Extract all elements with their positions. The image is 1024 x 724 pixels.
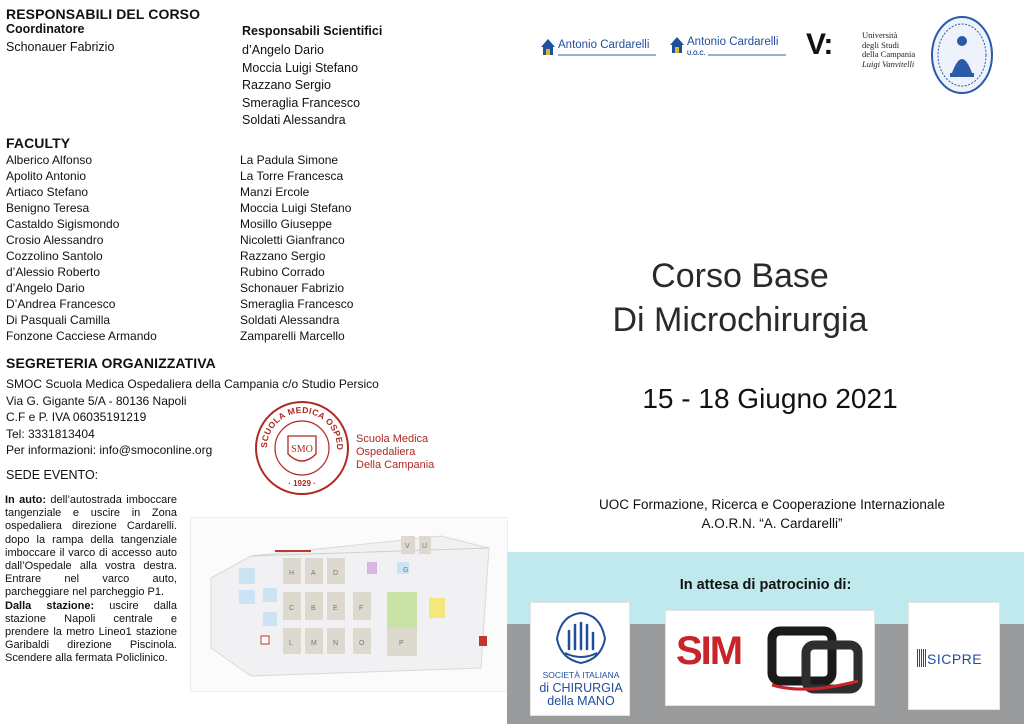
map-building-label: G bbox=[403, 567, 409, 574]
faculty-name: Cozzolino Santolo bbox=[6, 249, 103, 263]
cardarelli-tower-icon bbox=[668, 36, 686, 54]
faculty-name: La Padula Simone bbox=[240, 153, 339, 167]
faculty-name: Mosillo Giuseppe bbox=[240, 217, 333, 231]
scientifici-list bbox=[242, 42, 360, 130]
faculty-name: d’Angelo Dario bbox=[6, 281, 85, 295]
faculty-name: Castaldo Sigismondo bbox=[6, 217, 120, 231]
map-building-label: B bbox=[311, 605, 316, 612]
faculty-name: Apolito Antonio bbox=[6, 169, 87, 183]
sede-auto-label: In auto: bbox=[5, 494, 47, 506]
segreteria-title: SEGRETERIA ORGANIZZATIVA bbox=[6, 355, 216, 371]
faculty-name: Schonauer Fabrizio bbox=[240, 281, 345, 295]
map-building-label: N bbox=[333, 640, 339, 647]
sicpre-text: SICPRE bbox=[927, 651, 983, 667]
coordinatore-name: Schonauer Fabrizio bbox=[6, 40, 115, 54]
cardarelli-2-text: Antonio Cardarelli bbox=[687, 36, 779, 48]
faculty-name: Moccia Luigi Stefano bbox=[240, 201, 352, 215]
faculty-name: Alberico Alfonso bbox=[6, 153, 93, 167]
faculty-name: Crosio Alessandro bbox=[6, 233, 104, 247]
smoc-seal-text: SCUOLA MEDICA OSPED bbox=[258, 404, 346, 451]
course-title-line-2: Di Microchirurgia bbox=[612, 301, 868, 339]
faculty-name: La Torre Francesca bbox=[240, 169, 344, 183]
faculty-name: Smeraglia Francesco bbox=[240, 297, 354, 311]
sim-link-icon bbox=[766, 623, 866, 695]
sede-title: SEDE EVENTO: bbox=[6, 468, 99, 482]
faculty-name: Soldati Alessandra bbox=[240, 313, 340, 327]
faculty-name: Nicoletti Gianfranco bbox=[240, 233, 345, 247]
sede-directions bbox=[5, 494, 177, 666]
cardarelli-tower-icon bbox=[539, 38, 557, 56]
faculty-name: D’Andrea Francesco bbox=[6, 297, 116, 311]
course-dates: 15 - 18 Giugno 2021 bbox=[642, 383, 898, 414]
faculty-column-1 bbox=[6, 152, 157, 344]
segreteria-line: Per informazioni: info@smoconline.org bbox=[6, 443, 213, 457]
cardarelli-logo-2 bbox=[668, 34, 793, 66]
svg-text:SCUOLA MEDICA OSPEDALIERA NAPO bbox=[254, 400, 345, 450]
hospital-map bbox=[190, 517, 508, 692]
segreteria-line: C.F e P. IVA 06035191219 bbox=[6, 410, 147, 424]
segreteria-line: Tel: 3331813404 bbox=[6, 426, 95, 441]
map-building-label: H bbox=[289, 570, 295, 577]
faculty-name: Benigno Teresa bbox=[6, 201, 90, 215]
faculty-name: Zamparelli Marcello bbox=[240, 329, 345, 343]
smoc-seal-logo bbox=[254, 400, 350, 496]
map-building-label: L bbox=[289, 640, 293, 647]
scientifico-name: Smeraglia Francesco bbox=[242, 95, 361, 110]
smoc-logo-text: Scuola Medica Ospedaliera Della Campania bbox=[356, 433, 435, 471]
segreteria-line: SMOC Scuola Medica Ospedaliera della Campania c/o Studio Persico bbox=[6, 377, 379, 391]
scientifico-name: Razzano Sergio bbox=[242, 78, 331, 92]
scientifici-label: Responsabili Scientifici bbox=[242, 24, 383, 38]
map-building-label: E bbox=[333, 605, 338, 612]
map-building-label: C bbox=[289, 605, 295, 612]
sim-logo bbox=[665, 610, 875, 706]
course-title-line-1: Corso Base bbox=[651, 257, 829, 295]
sede-stazione-label: Dalla stazione: bbox=[5, 599, 95, 612]
sede-auto-text: dell’autostrada imboccare tangenziale e uscire in Zona ospedaliera direzione Cardarelli. dopo la rampa della tangenziale imboccare il varco di accesso auto dall’Ospedale alla vostra destra. Entrare nel varco auto, parcheggiare nel parcheggio P1. bbox=[5, 494, 178, 599]
scientifico-name: Soldati Alessandra bbox=[242, 113, 346, 127]
sicm-logo bbox=[530, 602, 630, 716]
map-building-label: P bbox=[399, 640, 404, 647]
map-building-label: M bbox=[311, 640, 317, 647]
patrocinio-label: In attesa di patrocinio di: bbox=[679, 577, 852, 593]
segreteria-line: Via G. Gigante 5/A - 80136 Napoli bbox=[6, 393, 187, 408]
sicm-text: SOCIETÀ ITALIANA di CHIRURGIA della MANO bbox=[539, 670, 623, 708]
faculty-name: Rubino Corrado bbox=[240, 265, 325, 279]
sicpre-bars-icon bbox=[917, 649, 927, 667]
responsabili-title: RESPONSABILI DEL CORSO bbox=[6, 6, 201, 22]
scientifico-name: Moccia Luigi Stefano bbox=[242, 60, 359, 75]
faculty-name: Fonzone Cacciese Armando bbox=[6, 329, 157, 343]
sim-text: SIM bbox=[676, 629, 742, 673]
map-building-label: A bbox=[311, 570, 316, 577]
smoc-seal-initials: SMO bbox=[291, 444, 313, 455]
sicm-hand-icon bbox=[551, 609, 611, 667]
faculty-name: Artiaco Stefano bbox=[6, 185, 89, 199]
course-title bbox=[540, 254, 940, 342]
map-building-label: F bbox=[359, 605, 364, 612]
map-building-label: V bbox=[405, 543, 410, 550]
faculty-name: Manzi Ercole bbox=[240, 185, 310, 199]
vanvitelli-text: Università degli Studi della Campania Luigi Vanvitelli bbox=[862, 30, 916, 69]
naples-university-seal bbox=[930, 15, 994, 95]
organizer bbox=[540, 495, 1004, 533]
sicpre-logo bbox=[908, 602, 1000, 710]
vanvitelli-mark: V: bbox=[806, 28, 833, 61]
cardarelli-1-text: Antonio Cardarelli bbox=[558, 39, 650, 51]
faculty-title: FACULTY bbox=[6, 135, 71, 151]
faculty-column-2 bbox=[240, 152, 353, 344]
cardarelli-2-sub: U.O.C. bbox=[687, 51, 706, 57]
faculty-name: Di Pasquali Camilla bbox=[6, 313, 111, 327]
faculty-name: Razzano Sergio bbox=[240, 249, 326, 263]
coordinatore-label: Coordinatore bbox=[6, 22, 85, 36]
faculty-name: d’Alessio Roberto bbox=[6, 265, 101, 279]
sede-stazione-text: uscire dalla stazione Napoli centrale e prendere la metro Lineo1 stazione Garibaldi direzione Piscinola. Scendere alla fermata Policlinico. bbox=[5, 599, 177, 665]
map-building-label: D bbox=[333, 570, 339, 577]
map-building-label: U bbox=[422, 543, 428, 550]
organizer-line-2: A.O.R.N. “A. Cardarelli” bbox=[701, 516, 843, 531]
map-building-label: O bbox=[359, 640, 365, 647]
cardarelli-logo-1 bbox=[539, 36, 659, 64]
smoc-seal-year: · 1929 · bbox=[288, 479, 316, 488]
organizer-line-1: UOC Formazione, Ricerca e Cooperazione Internazionale bbox=[599, 497, 945, 512]
scientifico-name: d’Angelo Dario bbox=[242, 43, 324, 57]
